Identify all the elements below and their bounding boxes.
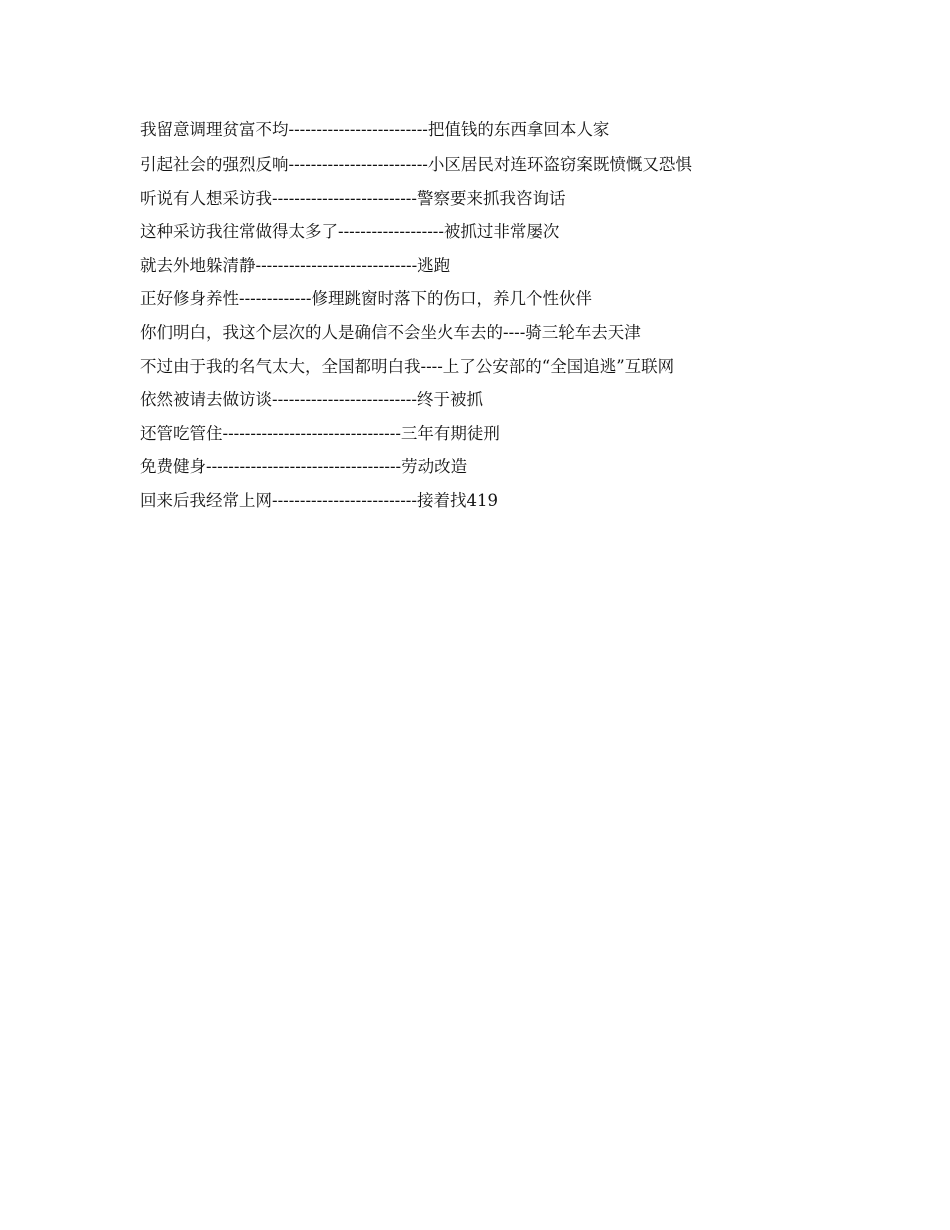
text-line: 就去外地躲清静-----------------------------逃跑 bbox=[140, 255, 451, 275]
text-line: 听说有人想采访我--------------------------警察要来抓我咨询话 bbox=[140, 188, 566, 208]
text-line: 这种采访我往常做得太多了-------------------被抓过非常屡次 bbox=[140, 222, 560, 242]
document-body bbox=[140, 113, 820, 518]
text-line: 还管吃管住--------------------------------三年有期徒刑 bbox=[140, 423, 500, 443]
text-line: 回来后我经常上网--------------------------接着找419 bbox=[140, 490, 498, 510]
text-line: 引起社会的强烈反响-------------------------小区居民对连环盗窃案既愤慨又恐惧 bbox=[140, 154, 692, 174]
text-line: 不过由于我的名气太大，全国都明白我----上了公安部的“全国追逃”互联网 bbox=[140, 356, 675, 376]
text-line: 你们明白，我这个层次的人是确信不会坐火车去的----骑三轮车去天津 bbox=[140, 322, 641, 342]
text-line: 免费健身-----------------------------------劳动改造 bbox=[140, 457, 468, 477]
text-line: 我留意调理贫富不均-------------------------把值钱的东西拿回本人家 bbox=[140, 120, 610, 139]
text-line: 依然被请去做访谈--------------------------终于被抓 bbox=[140, 390, 483, 410]
text-line: 正好修身养性-------------修理跳窗时落下的伤口，养几个性伙伴 bbox=[140, 289, 592, 309]
